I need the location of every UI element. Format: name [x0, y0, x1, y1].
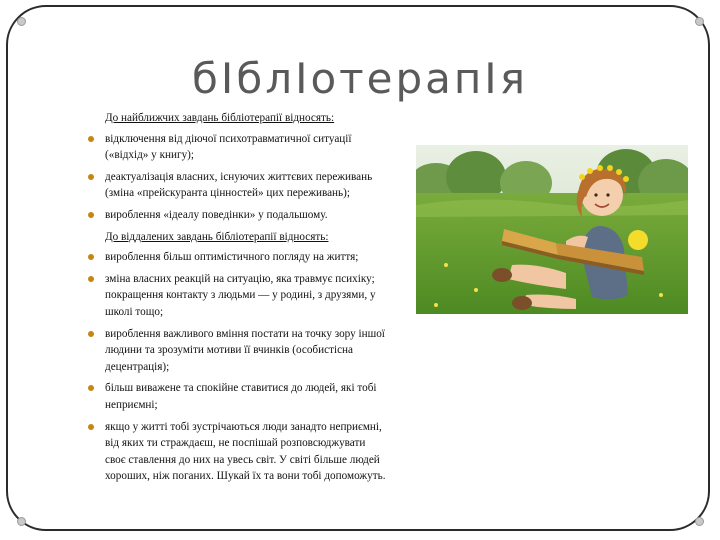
corner-dot-top-left [17, 17, 26, 26]
bullet-icon [88, 174, 94, 180]
list-item: якщо у житті тобі зустрічаються люди занадто неприємні, від яких ти страждаєш, не поспішай розповсюджувати своє ставлення до них на увесь світ. У світі більше людей хороших, ніж поганих. Шукай їх та вони тобі допоможуть. [88, 419, 388, 485]
bullet-icon [88, 254, 94, 260]
slide-title: бІблІотерапІя [192, 54, 528, 103]
corner-dot-bottom-right [695, 517, 704, 526]
bullet-icon [88, 331, 94, 337]
list-item: деактуалізація власних, існуючих життєвих переживань (зміна «прейскуранта цінностей» цих переживань); [88, 169, 388, 202]
bullet-icon [88, 136, 94, 142]
slide-content [88, 110, 388, 490]
bullet-icon [88, 276, 94, 282]
list-item: вироблення більш оптимістичного погляду на життя; [88, 249, 388, 266]
corner-dot-bottom-left [17, 517, 26, 526]
corner-dot-top-right [695, 17, 704, 26]
bullet-icon [88, 385, 94, 391]
bullet-icon [88, 212, 94, 218]
heading-near-tasks: До найближчих завдань бібліотерапії відносять: [105, 112, 335, 124]
near-tasks-list [88, 131, 388, 224]
list-item: відключення від діючої психотравматичної ситуації («відхід» у книгу); [88, 131, 388, 164]
list-item: більш виважене та спокійне ставитися до людей, які тобі неприємні; [88, 380, 388, 413]
heading-far-tasks: До віддалених завдань бібліотерапії відносять: [105, 230, 329, 243]
child-reading-photo [416, 145, 688, 314]
list-item: вироблення «ідеалу поведінки» у подальшому. [88, 207, 388, 224]
list-item: зміна власних реакцій на ситуацію, яка травмує психіку; покращення контакту з людьми — у родині, з друзями, у школі тощо; [88, 271, 388, 321]
far-tasks-list [88, 249, 388, 485]
bullet-icon [88, 424, 94, 430]
list-item: вироблення важливого вміння постати на точку зору іншої людини та зрозуміти мотиви її вчинків (особистісна децентрація); [88, 326, 388, 376]
